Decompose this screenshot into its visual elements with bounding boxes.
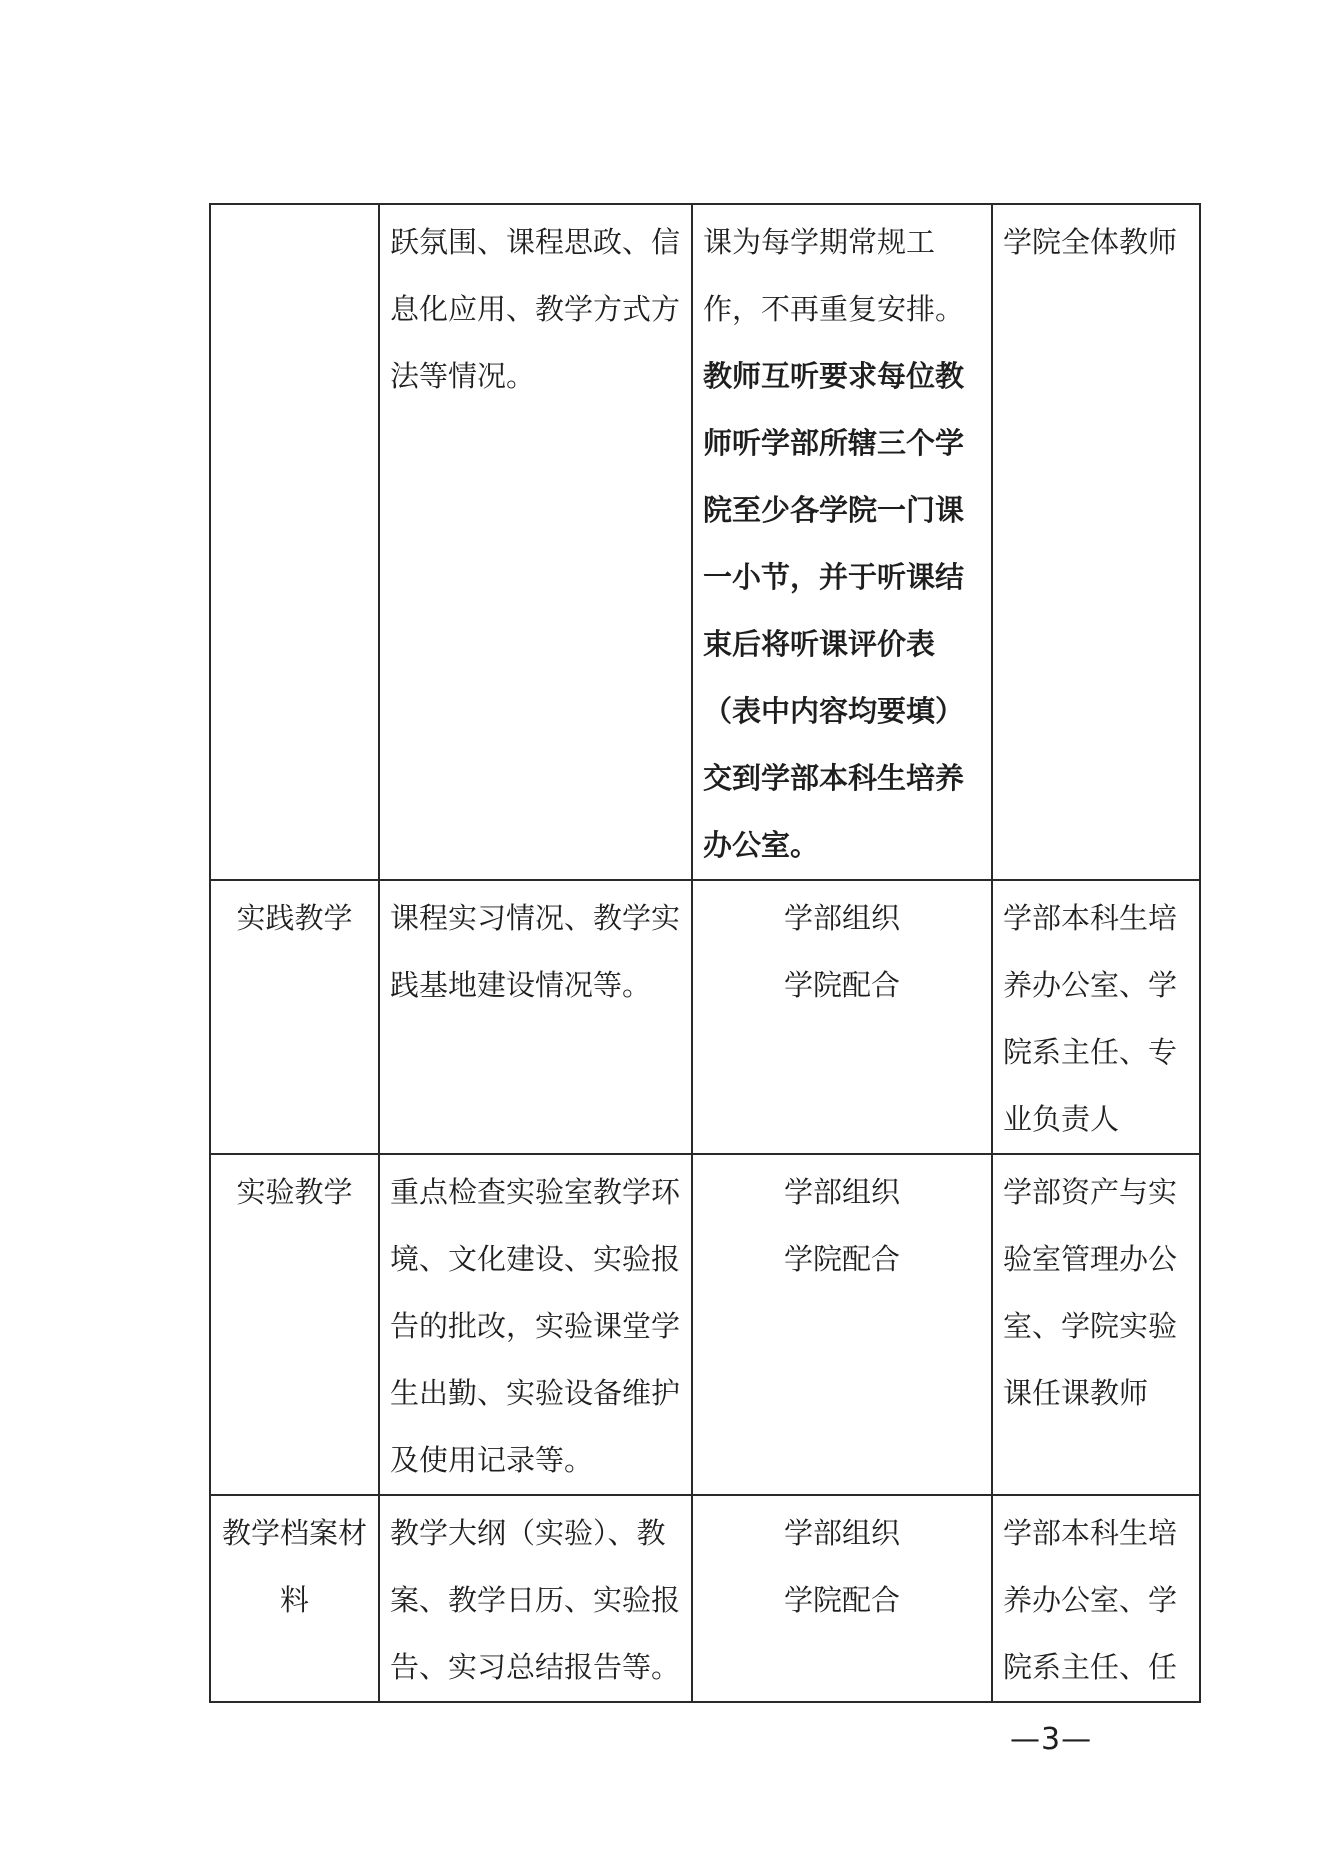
table-row <box>210 1154 1200 1495</box>
table-row <box>210 1495 1200 1702</box>
method-line-2: 学院配合 <box>783 968 900 1002</box>
method-cell <box>692 1495 992 1702</box>
method-text: 课为每学期常规工作，不再重复安排。 <box>703 225 965 326</box>
method-cell <box>692 1154 992 1495</box>
responsible-cell: 学院全体教师 <box>992 204 1200 880</box>
method-cell <box>692 204 992 880</box>
method-line-2: 学院配合 <box>783 1242 900 1276</box>
responsible-cell: 学部本科生培养办公室、学院系主任、任 <box>992 1495 1200 1702</box>
method-cell <box>692 880 992 1154</box>
method-line-2: 学院配合 <box>783 1583 900 1617</box>
peer-review-note: 教师互听要求每位教师听学部所辖三个学院至少各学院一门课一小节，并于听课结束后将听课评价表（表中内容均要填）交到学部本科生培养办公室。 <box>703 359 965 862</box>
method-line-1: 学部组织 <box>783 1516 900 1550</box>
content-cell: 教学大纲（实验）、教案、教学日历、实验报告、实习总结报告等。 <box>379 1495 692 1702</box>
category-cell: 实验教学 <box>210 1154 379 1495</box>
category-cell: 教学档案材料 <box>210 1495 379 1702</box>
table-row <box>210 880 1200 1154</box>
content-table <box>209 203 1201 1703</box>
content-cell: 跃氛围、课程思政、信息化应用、教学方式方法等情况。 <box>379 204 692 880</box>
content-cell: 重点检查实验室教学环境、文化建设、实验报告的批改，实验课堂学生出勤、实验设备维护及使用记录等。 <box>379 1154 692 1495</box>
category-cell: 实践教学 <box>210 880 379 1154</box>
responsible-cell: 学部资产与实验室管理办公室、学院实验课任课教师 <box>992 1154 1200 1495</box>
method-line-1: 学部组织 <box>783 1175 900 1209</box>
page-number: —3— <box>1010 1722 1093 1757</box>
responsible-cell: 学部本科生培养办公室、学院系主任、专业负责人 <box>992 880 1200 1154</box>
content-cell: 课程实习情况、教学实践基地建设情况等。 <box>379 880 692 1154</box>
table-row <box>210 204 1200 880</box>
category-cell <box>210 204 379 880</box>
method-line-1: 学部组织 <box>783 901 900 935</box>
